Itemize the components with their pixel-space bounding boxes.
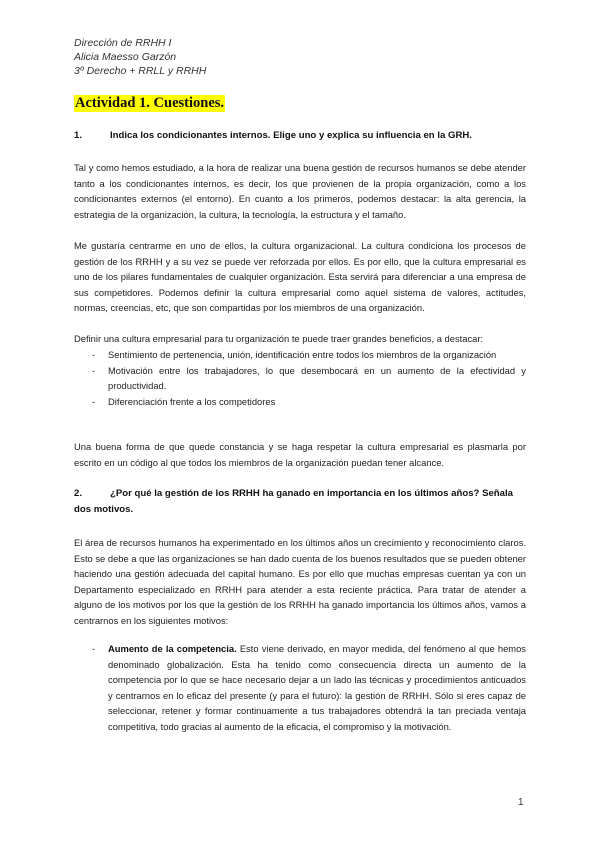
question-1-text: Indica los condicionantes internos. Elige uno y explica su influencia en la GRH. [110, 130, 472, 141]
question-1-number: 1. [74, 130, 83, 141]
list-item-text: Diferenciación frente a los competidores [108, 395, 276, 407]
bullet-dash: - [92, 395, 96, 407]
header-degree: 3º Derecho + RRLL y RRHH [74, 65, 207, 77]
paragraph-benefits-intro: Definir una cultura empresarial para tu organización te puede traer grandes beneficios, a destacar: [74, 333, 484, 344]
motive-1-text: Esto viene derivado, en mayor medida, del fenómeno al que hemos denominado globalización. Esta ha tenido como consecuencia directa un aumento de la competencia por lo que se hace necesario dejar a un lado las técnicas y procedimientos anticuados y centrarnos en lo eficaz del presente (y para el futuro): la gestión de RRHH. Sólo si eres capaz de seleccionar, retener y formar continuamente a tus trabajadores obtendrá la tan preciada ventaja competitiva, todo gracias al aumento de la eficacia, el compromiso y la motivación. [108, 643, 526, 732]
bullet-dash: - [92, 364, 96, 376]
benefits-list [92, 347, 526, 409]
list-item-text: Motivación entre los trabajadores, lo que desembocará en un aumento de la efectividad y productividad. [108, 364, 526, 392]
paragraph-internal-factors: Tal y como hemos estudiado, a la hora de realizar una buena gestión de recursos humanos se debe atender tanto a los condicionantes internos, es decir, los que provienen de la propia organización, como a los condicionantes externos (el entorno). En cuanto a los primeros, podemos destacar: la alta gerencia, la estrategia de la organización, la cultura, la tecnología, la estructura y el tamaño. [74, 162, 526, 220]
list-item [92, 347, 526, 363]
activity-title: Actividad 1. Cuestiones. [75, 95, 225, 111]
document-header [74, 36, 206, 78]
question-2-number: 2. [74, 488, 83, 499]
list-item-text: Sentimiento de pertenencia, unión, identificación entre todos los miembros de la organización [108, 349, 497, 360]
paragraph-organizational-culture: Me gustaría centrarme en uno de ellos, la cultura organizacional. La cultura condiciona los procesos de gestión de los RRHH y a su vez se puede ver reforzada por ellos. Es por ello, que la cultura empresarial es uno de los pilares fundamentales de cualquier organización. Esta servirá para diferenciar a una empresa de sus competidores. Podemos definir la cultura empresarial como aquel sistema de valores, actitudes, normas, creencias, etc, que son compartidas por los miembros de una organización. [74, 240, 526, 314]
motives-list [92, 641, 526, 735]
motive-1-label: Aumento de la competencia. [108, 643, 237, 654]
question-1-heading [74, 128, 472, 144]
list-item [92, 363, 526, 394]
paragraph-hr-importance: El área de recursos humanos ha experimentado en los últimos años un crecimiento y reconocimiento claros. Esto se debe a que las organizaciones se han dado cuenta de los buenos resultados que se pueden obtener haciendo una gestión adecuada del capital humano. Es por ello que muchas empresas cuentan ya con un Departamento especializado en RRHH para atender a esta reciente práctica. Para tratar de atender a alguno de los motivos por los que la gestión de los RRHH ha ganado importancia los últimos años, vamos a centrarnos en los siguientes motivos: [74, 537, 526, 626]
question-2-text: ¿Por qué la gestión de los RRHH ha ganado en importancia en los últimos años? Señala dos motivos. [74, 488, 514, 515]
list-item [92, 641, 526, 735]
list-item [92, 394, 526, 410]
question-2-heading [74, 486, 526, 517]
bullet-dash: - [92, 643, 96, 654]
paragraph-culture-code: Una buena forma de que quede constancia y se haga respetar la cultura empresarial es plasmarla por escrito en un código al que todos los miembros de la organización puedan tener alcance. [74, 441, 526, 468]
bullet-dash: - [92, 349, 96, 360]
page-number: 1 [518, 797, 524, 808]
list-item-text [108, 641, 526, 735]
header-course: Dirección de RRHH I [74, 37, 172, 49]
header-author: Alicia Maesso Garzón [74, 51, 177, 63]
